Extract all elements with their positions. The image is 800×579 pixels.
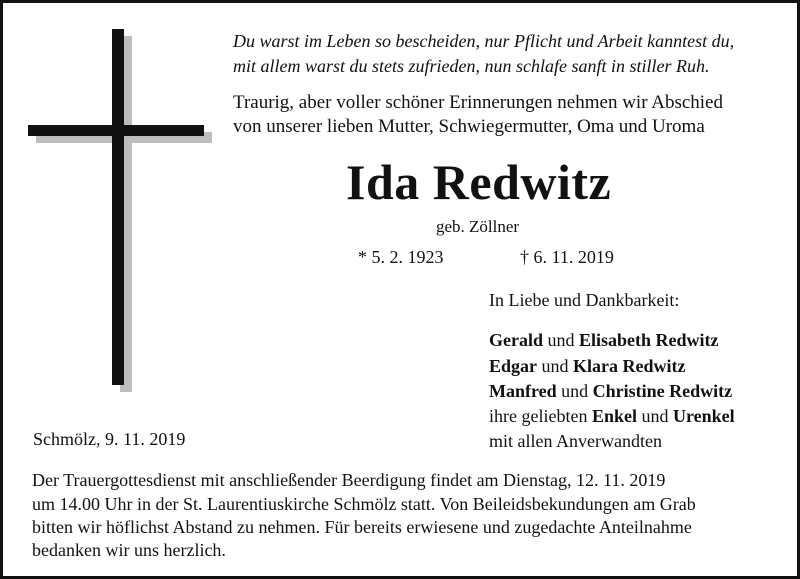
mourner-name: Urenkel bbox=[673, 406, 735, 426]
service-line: bedanken wir uns herzlich. bbox=[32, 540, 226, 560]
birth-date: * 5. 2. 1923 bbox=[358, 247, 444, 267]
maiden-name: geb. Zöllner bbox=[436, 217, 520, 236]
death-date: † 6. 11. 2019 bbox=[520, 247, 614, 267]
service-line: Der Trauergottesdienst mit anschließender Beerdigung findet am Dienstag, 12. 11. 2019 bbox=[32, 470, 666, 490]
mourner-line: mit allen Anverwandten bbox=[489, 431, 662, 451]
mourner-line bbox=[489, 327, 719, 353]
mourner-conjunction: und bbox=[537, 356, 574, 376]
mourner-name: Edgar bbox=[489, 356, 538, 376]
mourner-conjunction: und bbox=[543, 330, 579, 350]
mourner-conjunction: und bbox=[637, 406, 673, 426]
place-date: Schmölz, 9. 11. 2019 bbox=[33, 429, 186, 449]
cross-bar-vertical bbox=[112, 29, 124, 385]
mourner-name: Enkel bbox=[591, 406, 637, 426]
mourner-line bbox=[489, 403, 735, 429]
mourner-name: Christine Redwitz bbox=[592, 381, 733, 401]
verse-line: mit allem warst du stets zufrieden, nun schlafe sanft in stiller Ruh. bbox=[233, 56, 710, 76]
service-line: bitten wir höflichst Abstand zu nehmen. Für bereits erwiesene und zugedachte Anteilnahme bbox=[32, 517, 692, 537]
mourner-name: Klara Redwitz bbox=[573, 356, 686, 376]
service-line: um 14.00 Uhr in der St. Laurentiuskirche Schmölz statt. Von Beileidsbekundungen am Grab bbox=[32, 494, 696, 514]
mourners-heading: In Liebe und Dankbarkeit: bbox=[489, 290, 680, 310]
mourner-name: Gerald bbox=[489, 330, 543, 350]
intro-line: Traurig, aber voller schöner Erinnerungen nehmen wir Abschied bbox=[233, 92, 723, 113]
mourner-text: ihre geliebten bbox=[489, 406, 592, 426]
deceased-name: Ida Redwitz bbox=[346, 154, 612, 210]
mourner-line bbox=[489, 378, 732, 404]
cross-bar-horizontal bbox=[28, 125, 204, 136]
intro-line: von unserer lieben Mutter, Schwiegermutter, Oma und Uroma bbox=[233, 116, 705, 137]
verse-line: Du warst im Leben so bescheiden, nur Pflicht und Arbeit kanntest du, bbox=[233, 31, 735, 51]
mourner-conjunction: und bbox=[556, 381, 593, 401]
mourner-name: Manfred bbox=[489, 381, 557, 401]
mourner-line bbox=[489, 353, 686, 379]
mourner-name: Elisabeth Redwitz bbox=[579, 330, 719, 350]
